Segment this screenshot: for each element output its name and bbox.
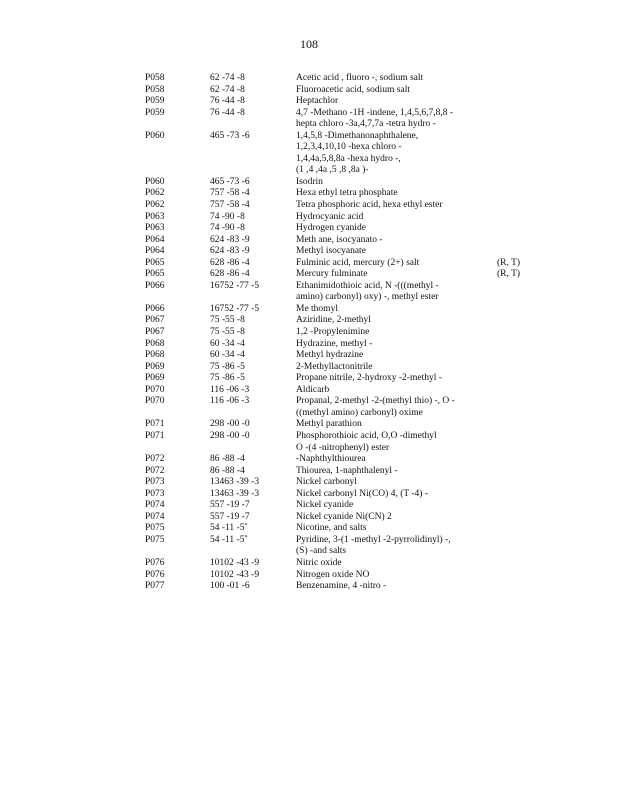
cas-number [210,350,295,362]
cas-number-text: 86 -88 -4 [210,454,245,465]
substance-name-line: Propanal, 2-methyl -2-(methyl thio) -, O - [296,396,455,407]
substance-name [296,558,496,570]
waste-code: P060 [145,176,165,187]
substance-name [296,269,496,281]
cas-number [210,454,295,466]
substance-name-line: Isodrin [296,176,323,187]
substance-name-line: Ethanimidothioic acid, N -(((methyl - [296,280,439,291]
waste-code: P060 [145,130,165,141]
cas-number-text: 116 -06 -3 [210,384,250,395]
cas-number-text: 298 -00 -0 [210,419,250,430]
waste-code: P063 [145,211,165,222]
substance-name [296,350,496,362]
cas-number [210,570,295,582]
substance-name-line: Phosphorothioic acid, O,O -dimethyl [296,430,437,441]
cas-number-text: 557 -19 -7 [210,500,250,511]
cas-number-text: 75 -86 -5 [210,373,245,384]
substance-name-line: 1,4,5,8 -Dimethanonaphthalene, [296,130,419,141]
substance-name-line: Me thomyl [296,303,338,314]
substance-name-line: -Naphthylthiourea [296,454,366,465]
waste-code: P070 [145,384,165,395]
cas-number-text: 624 -83 -9 [210,234,250,245]
cas-number [210,362,295,374]
waste-code: P066 [145,303,165,314]
waste-code: P072 [145,454,165,465]
substance-name [296,96,496,108]
substance-name-line: Hexa ethyl tetra phosphate [296,188,398,199]
substance-name [296,454,496,466]
waste-code: P067 [145,315,165,326]
waste-code: P073 [145,488,165,499]
substance-name-line: amino) carbonyl) oxy) -, methyl ester [296,292,439,303]
substance-name-line: Nitric oxide [296,557,342,568]
table-row [145,512,535,524]
cas-number-text: 628 -86 -4 [210,269,250,280]
cas-number [210,466,295,478]
substance-name [296,327,496,339]
waste-code: P065 [145,257,165,268]
table-row [145,246,535,258]
cas-number [210,489,295,501]
substance-name [296,466,496,478]
table-row [145,304,535,316]
substance-name-line: Benzenamine, 4 -nitro - [296,581,387,592]
substance-name [296,212,496,224]
substance-name-line: Tetra phosphoric acid, hexa ethyl ester [296,200,443,211]
substance-name [296,108,496,131]
cas-number-text: 298 -00 -0 [210,430,250,441]
substance-name-line: 1,4,4a,5,8,8a -hexa hydro -, [296,153,401,164]
table-row [145,188,535,200]
table-row [145,96,535,108]
waste-code: P068 [145,350,165,361]
table-row [145,235,535,247]
substance-name-line: (S) -and salts [296,546,347,557]
substance-name [296,396,496,419]
cas-number-text: 465 -73 -6 [210,130,250,141]
cas-footnote-mark: * [244,523,248,530]
substance-name [296,131,496,177]
substance-name [296,235,496,247]
substance-name [296,477,496,489]
cas-number [210,477,295,489]
substance-name [296,500,496,512]
cas-number-text: 54 -11 -5 [210,523,245,534]
substance-name [296,385,496,397]
table-row [145,223,535,235]
waste-code: P075 [145,534,165,545]
substance-name [296,200,496,212]
substance-name-line: Fulminic acid, mercury (2+) salt [296,257,420,268]
table-row [145,131,535,177]
cas-number-text: 54 -11 -5 [210,534,245,545]
table-row [145,327,535,339]
table-row [145,500,535,512]
cas-number [210,235,295,247]
cas-number [210,396,295,408]
table-row [145,489,535,501]
substance-name-line: Nickel carbonyl Ni(CO) 4, (T -4) - [296,488,428,499]
substance-name [296,73,496,85]
table-row [145,396,535,419]
cas-number-text: 100 -01 -6 [210,581,250,592]
cas-number [210,108,295,120]
substance-name-line: Heptachlor [296,96,339,107]
waste-code: P073 [145,477,165,488]
cas-number [210,131,295,143]
substance-name-line: Acetic acid , fluoro -, sodium salt [296,73,424,83]
cas-number [210,246,295,258]
substance-name [296,258,496,270]
cas-number-text: 757 -58 -4 [210,188,250,199]
table-row [145,212,535,224]
cas-number-text: 624 -83 -9 [210,246,250,257]
cas-number-text: 16752 -77 -5 [210,280,260,291]
cas-number-text: 16752 -77 -5 [210,303,260,314]
waste-code: P059 [145,107,165,118]
table-row [145,177,535,189]
substance-name-line: Meth ane, isocyanato - [296,234,383,245]
hazard-code: (R, T) [497,269,521,280]
cas-number [210,85,295,97]
waste-code: P065 [145,269,165,280]
page-number: 108 [300,37,318,51]
cas-number [210,269,295,281]
substance-name-line: Hydrogen cyanide [296,223,366,234]
table-row [145,477,535,489]
cas-number-text: 62 -74 -8 [210,84,245,95]
waste-code: P070 [145,396,165,407]
table-row [145,200,535,212]
waste-code: P062 [145,200,165,211]
cas-number-text: 75 -55 -8 [210,327,245,338]
substance-name-line: Nitrogen oxide NO [296,569,370,580]
substance-name-line: Nickel carbonyl [296,477,357,488]
table-row [145,454,535,466]
cas-number [210,258,295,270]
waste-code: P074 [145,500,165,511]
waste-code: P077 [145,581,165,592]
substance-name-line: Methyl parathion [296,419,362,430]
substance-name [296,512,496,524]
substance-name [296,177,496,189]
waste-code: P058 [145,84,165,95]
waste-code: P069 [145,373,165,384]
cas-number [210,419,295,431]
waste-code: P064 [145,246,165,257]
substance-name [296,315,496,327]
cas-number [210,535,295,547]
table-row [145,281,535,304]
substance-name-line: Nickel cyanide Ni(CN) 2 [296,511,392,522]
substance-name-line: 1,2,3,4,10,10 -hexa chloro - [296,142,402,153]
cas-number [210,188,295,200]
cas-number [210,581,295,593]
table-row [145,339,535,351]
substance-name [296,246,496,258]
table-row [145,73,535,85]
substance-name [296,281,496,304]
table-row [145,581,535,593]
cas-number-text: 116 -06 -3 [210,396,250,407]
table-row [145,315,535,327]
waste-code: P071 [145,430,165,441]
cas-number [210,200,295,212]
substance-name-line: Nicotine, and salts [296,523,367,534]
cas-number [210,212,295,224]
substance-name [296,223,496,235]
hazardous-waste-table [145,73,535,593]
cas-number [210,177,295,189]
cas-number [210,315,295,327]
table-row [145,362,535,374]
cas-number [210,523,295,535]
waste-code: P067 [145,327,165,338]
cas-number [210,373,295,385]
substance-name-line: ((methyl amino) carbonyl) oxime [296,407,423,418]
substance-name-line: Aldicarb [296,384,330,395]
substance-name-line: Hydrazine, methyl - [296,338,373,349]
substance-name [296,188,496,200]
substance-name-line: Thiourea, 1-naphthalenyl - [296,465,398,476]
substance-name [296,362,496,374]
substance-name-line: Hydrocyanic acid [296,211,364,222]
waste-code: P059 [145,96,165,107]
waste-code: P076 [145,569,165,580]
cas-number-text: 628 -86 -4 [210,257,250,268]
table-row [145,373,535,385]
substance-name-line: Aziridine, 2-methyl [296,315,371,326]
cas-number-text: 76 -44 -8 [210,96,245,107]
substance-name [296,431,496,454]
cas-number-text: 757 -58 -4 [210,200,250,211]
substance-name-line: 2-Methyllactonitrile [296,361,373,372]
table-row [145,385,535,397]
waste-code: P072 [145,465,165,476]
waste-code: P075 [145,523,165,534]
waste-code: P066 [145,280,165,291]
cas-number-text: 62 -74 -8 [210,73,245,83]
table-row [145,431,535,454]
table-row [145,523,535,535]
substance-name-line: Nickel cyanide [296,500,354,511]
substance-name-line: (1 ,4 ,4a ,5 ,8 ,8a )- [296,165,369,176]
substance-name-line: Methyl isocyanate [296,246,366,257]
cas-number [210,339,295,351]
substance-name-line: Methyl hydrazine [296,350,364,361]
substance-name [296,523,496,535]
substance-name-line: 4,7 -Methano -1H -indene, 1,4,5,6,7,8,8 - [296,107,453,118]
cas-number-text: 74 -90 -8 [210,211,245,222]
table-row [145,535,535,558]
cas-number [210,385,295,397]
cas-number [210,304,295,316]
substance-name-line: Pyridine, 3-(1 -methyl -2-pyrrolidinyl) -, [296,534,451,545]
waste-code: P068 [145,338,165,349]
table-row [145,350,535,362]
cas-number-text: 13463 -39 -3 [210,488,260,499]
waste-code: P069 [145,361,165,372]
substance-name [296,339,496,351]
substance-name-line: 1,2 -Propylenimine [296,327,370,338]
substance-name [296,373,496,385]
cas-footnote-mark: * [244,534,248,541]
table-row [145,108,535,131]
cas-number [210,500,295,512]
cas-number [210,281,295,293]
cas-number [210,73,295,85]
cas-number-text: 10102 -43 -9 [210,557,260,568]
cas-number-text: 74 -90 -8 [210,223,245,234]
cas-number-text: 60 -34 -4 [210,350,245,361]
table-row [145,466,535,478]
cas-number [210,512,295,524]
cas-number-text: 465 -73 -6 [210,176,250,187]
substance-name [296,535,496,558]
waste-code: P076 [145,557,165,568]
waste-code: P062 [145,188,165,199]
cas-number [210,327,295,339]
cas-number-text: 75 -55 -8 [210,315,245,326]
substance-name [296,304,496,316]
cas-number [210,96,295,108]
cas-number [210,558,295,570]
cas-number-text: 13463 -39 -3 [210,477,260,488]
substance-name [296,570,496,582]
waste-code: P063 [145,223,165,234]
table-row [145,419,535,431]
substance-name [296,581,496,593]
substance-name [296,419,496,431]
substance-name-line: O -(4 -nitrophenyl) ester [296,442,390,453]
table-row [145,570,535,582]
waste-code: P064 [145,234,165,245]
waste-code: P074 [145,511,165,522]
cas-number [210,223,295,235]
substance-name-line: Fluoroacetic acid, sodium salt [296,84,410,95]
hazard-code: (R, T) [497,257,521,268]
substance-name-line: Mercury fulminate [296,269,368,280]
table-row [145,558,535,570]
cas-number-text: 86 -88 -4 [210,465,245,476]
cas-number-text: 557 -19 -7 [210,511,250,522]
substance-name-line: Propane nitrile, 2-hydroxy -2-methyl - [296,373,442,384]
substance-name-line: hepta chloro -3a,4,7,7a -tetra hydro - [296,119,436,130]
substance-name [296,489,496,501]
substance-name [296,85,496,97]
table-row [145,269,535,281]
waste-code: P071 [145,419,165,430]
table-row [145,258,535,270]
cas-number-text: 60 -34 -4 [210,338,245,349]
waste-code: P058 [145,73,165,83]
cas-number-text: 75 -86 -5 [210,361,245,372]
cas-number-text: 10102 -43 -9 [210,569,260,580]
table-row [145,85,535,97]
cas-number-text: 76 -44 -8 [210,107,245,118]
cas-number [210,431,295,443]
